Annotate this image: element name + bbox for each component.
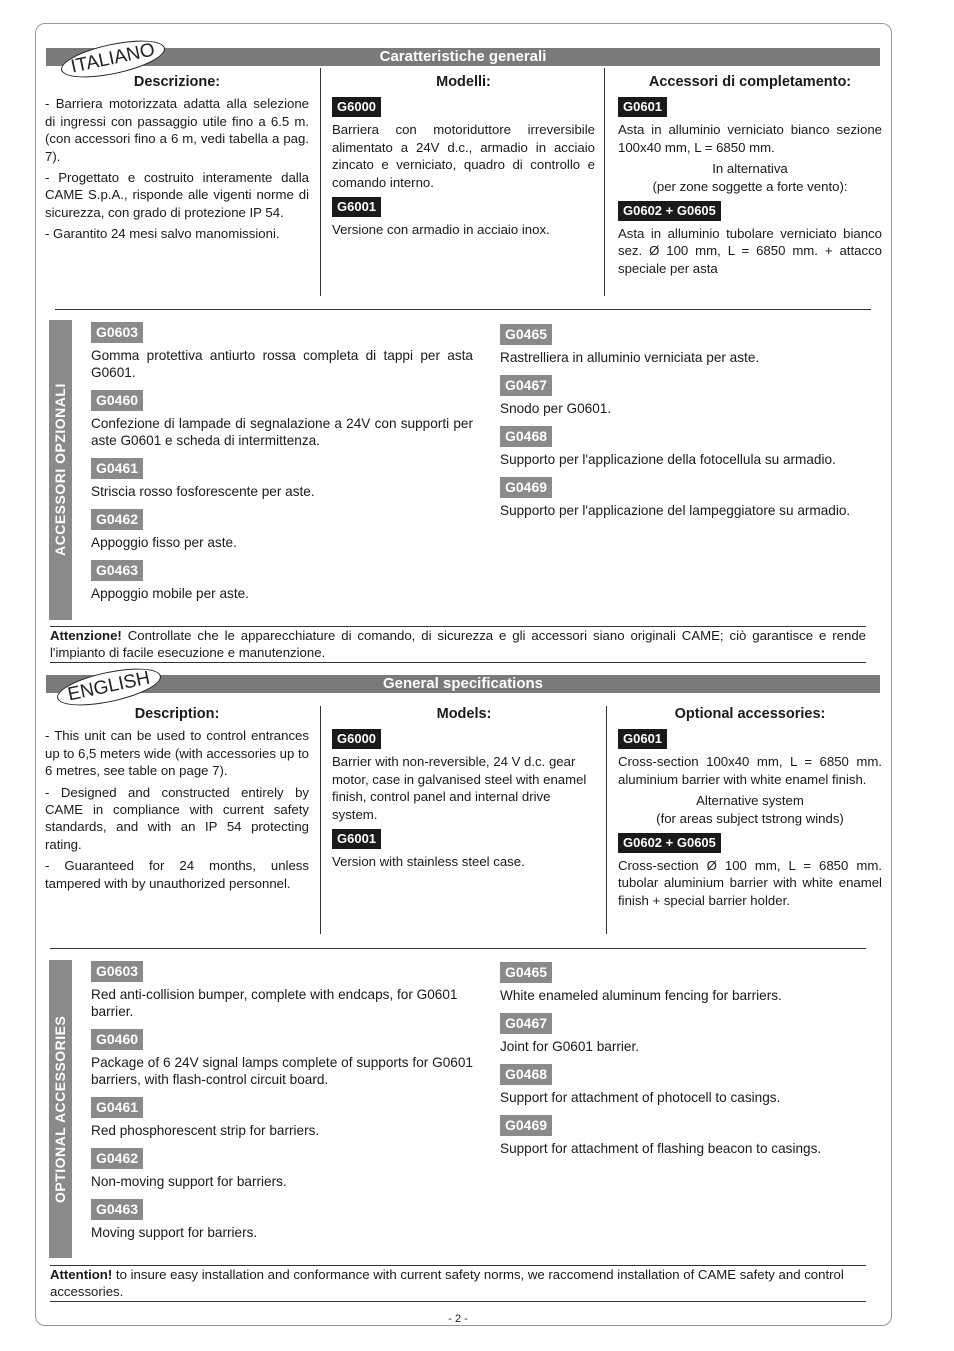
- accessory-code-badge: G0460: [91, 390, 143, 411]
- model-code-badge: G6001: [332, 829, 381, 849]
- models-title: Modelli:: [436, 74, 491, 90]
- accessory-description: Moving support for barriers.: [91, 1225, 258, 1240]
- list-item: [91, 961, 473, 1020]
- accessory-code-badge: G0465: [500, 962, 552, 983]
- accessory-code-badge: G0467: [500, 1013, 552, 1034]
- accessory-description: Asta in alluminio tubolare verniciato bianco sez. Ø 100 mm, L = 6850 mm. + attacco speciale per asta: [618, 226, 882, 276]
- section-title-english: General specifications: [46, 675, 880, 693]
- accessory-code-badge: G0465: [500, 324, 552, 345]
- accessories-column-en: [618, 706, 882, 913]
- optional-accessories-right-it: [500, 324, 875, 528]
- accessory-code-badge: G0602 + G0605: [618, 833, 721, 853]
- list-item: [500, 324, 875, 366]
- accessory-code-badge: G0603: [91, 961, 143, 982]
- list-item: [500, 426, 875, 468]
- accessories-column-it: [618, 74, 882, 281]
- accessory-code-badge: G0601: [618, 97, 667, 117]
- note-divider-bottom: [50, 1301, 866, 1302]
- optional-accessories-left-en: [91, 961, 473, 1250]
- accessory-description: Gomma protettiva antiurto rossa completa di tappi per asta G0601.: [91, 348, 473, 380]
- attention-text: to insure easy installation and conformance with current safety norms, we raccomend installation of CAME safety and control accessories.: [50, 1267, 844, 1300]
- column-divider: [320, 68, 321, 296]
- accessory-description: Striscia rosso fosforescente per aste.: [91, 484, 315, 499]
- description-paragraph: - Garantito 24 mesi salvo manomissioni.: [45, 226, 280, 242]
- language-tag-english: ENGLISH: [54, 661, 164, 712]
- accessory-description: Support for attachment of flashing beacon to casings.: [500, 1141, 822, 1156]
- attention-label: Attenzione!: [50, 628, 122, 643]
- accessory-code-badge: G0467: [500, 375, 552, 396]
- description-paragraph: - This unit can be used to control entrances up to 6,5 meters wide (with accessories up to 6 metres, see table on page 7).: [45, 728, 309, 779]
- accessory-code-badge: G0469: [500, 1115, 552, 1136]
- attention-label: Attention!: [50, 1267, 113, 1282]
- page-number: - 2 -: [430, 1313, 486, 1325]
- list-item: [91, 458, 473, 500]
- optional-accessories-left-it: [91, 322, 473, 611]
- list-item: [500, 1115, 875, 1157]
- optional-accessories-right-en: [500, 962, 875, 1166]
- accessory-description: Supporto per l'applicazione della fotocellula su armadio.: [500, 452, 836, 467]
- accessory-code-badge: G0469: [500, 477, 552, 498]
- list-item: [500, 1013, 875, 1055]
- description-title: Description:: [134, 706, 220, 722]
- list-item: [91, 1199, 473, 1241]
- accessory-description: White enameled aluminum fencing for barriers.: [500, 988, 782, 1003]
- accessory-code-badge: G0468: [500, 426, 552, 447]
- list-item: [91, 560, 473, 602]
- accessory-description: Cross-section Ø 100 mm, L = 6850 mm. tubolar aluminium barrier with white enamel finish + special barrier holder.: [618, 858, 882, 908]
- optional-accessories-label: ACCESSORI OPZIONALI: [52, 383, 68, 557]
- note-divider-bottom: [50, 662, 866, 663]
- accessory-description: Cross-section 100x40 mm, L = 6850 mm. aluminium barrier with white enamel finish.: [618, 754, 882, 787]
- model-description: Versione con armadio in acciaio inox.: [332, 222, 550, 238]
- description-column-it: [45, 74, 309, 247]
- accessory-description: Confezione di lampade di segnalazione a 24V con supporti per aste G0601 e scheda di intermittenza.: [91, 416, 473, 448]
- model-code-badge: G6000: [332, 729, 381, 749]
- alternative-label: In alternativa: [712, 161, 788, 177]
- accessory-description: Red phosphorescent strip for barriers.: [91, 1123, 320, 1138]
- list-item: [500, 477, 875, 519]
- section-divider: [55, 309, 871, 310]
- description-paragraph: - Barriera motorizzata adatta alla selezione di ingressi con passaggio utile fino a 6.5 m. (con accessori fino a 6 m, vedi tabella a pag. 7).: [45, 96, 309, 164]
- list-item: [500, 375, 875, 417]
- column-divider: [320, 706, 321, 934]
- attention-note-en: [50, 1266, 866, 1301]
- section-divider: [50, 948, 866, 949]
- models-column-it: [332, 74, 595, 242]
- accessory-code-badge: G0460: [91, 1029, 143, 1050]
- model-description: Barrier with non-reversible, 24 V d.c. gear motor, case in galvanised steel with enamel finish, control panel and internal drive system.: [332, 754, 587, 822]
- section-title-italiano: Caratteristiche generali: [46, 48, 880, 66]
- accessory-description: Supporto per l'applicazione del lampeggiatore su armadio.: [500, 503, 851, 518]
- accessory-description: Joint for G0601 barrier.: [500, 1039, 640, 1054]
- accessory-code-badge: G0462: [91, 1148, 143, 1169]
- accessory-description: Rastrelliera in alluminio verniciata per aste.: [500, 350, 760, 365]
- accessory-code-badge: G0468: [500, 1064, 552, 1085]
- list-item: [500, 962, 875, 1004]
- model-code-badge: G6000: [332, 97, 381, 117]
- description-paragraph: - Guaranteed for 24 months, unless tampered with by unauthorized personnel.: [45, 858, 309, 891]
- list-item: [91, 1097, 473, 1139]
- accessory-code-badge: G0461: [91, 1097, 143, 1118]
- optional-accessories-label: OPTIONAL ACCESSORIES: [52, 1015, 68, 1203]
- language-tag-italiano: ITALIANO: [58, 33, 168, 84]
- accessories-title: Accessori di completamento:: [648, 74, 852, 90]
- accessories-title: Optional accessories:: [674, 706, 826, 722]
- accessory-code-badge: G0462: [91, 509, 143, 530]
- attention-note-it: [50, 627, 866, 662]
- model-code-badge: G6001: [332, 197, 381, 217]
- description-paragraph: - Progettato e costruito interamente dalla CAME S.p.A., risponde alle vigenti norme di sicurezza, con grado di protezione IP 54.: [45, 170, 309, 220]
- accessory-description: Asta in alluminio verniciato bianco sezione 100x40 mm, L = 6850 mm.: [618, 122, 882, 155]
- list-item: [91, 509, 473, 551]
- accessory-description: Support for attachment of photocell to casings.: [500, 1090, 781, 1105]
- description-title: Descrizione:: [133, 74, 221, 90]
- accessory-code-badge: G0603: [91, 322, 143, 343]
- description-paragraph: - Designed and constructed entirely by CAME in compliance with current safety standards, and with an IP 54 protecting rating.: [45, 784, 309, 852]
- accessory-description: Red anti-collision bumper, complete with endcaps, for G0601 barrier.: [91, 987, 458, 1019]
- attention-text: Controllate che le apparecchiature di comando, di sicurezza e gli accessori siano originali CAME; ciò garantisce e rende l'impianto di facile esecuzione e manutenzione.: [50, 628, 866, 661]
- accessory-description: Snodo per G0601.: [500, 401, 612, 416]
- model-description: Version with stainless steel case.: [332, 854, 525, 870]
- accessory-code-badge: G0461: [91, 458, 143, 479]
- accessory-code-badge: G0463: [91, 560, 143, 581]
- alternative-note: (per zone soggette a forte vento):: [652, 178, 848, 194]
- accessory-code-badge: G0601: [618, 729, 667, 749]
- column-divider: [606, 706, 607, 934]
- column-divider: [604, 68, 605, 296]
- accessory-code-badge: G0602 + G0605: [618, 201, 721, 221]
- accessory-description: Non-moving support for barriers.: [91, 1174, 287, 1189]
- list-item: [91, 1148, 473, 1190]
- list-item: [91, 322, 473, 381]
- list-item: [91, 390, 473, 449]
- accessory-description: Appoggio mobile per aste.: [91, 586, 249, 601]
- accessory-description: Package of 6 24V signal lamps complete of supports for G0601 barriers, with flash-control circuit board.: [91, 1055, 473, 1087]
- model-description: Barriera con motoriduttore irreversibile alimentato a 24V d.c., armadio in acciaio zincato e verniciato, quadro di controllo e comando interno.: [332, 122, 595, 190]
- accessory-code-badge: G0463: [91, 1199, 143, 1220]
- description-column-en: [45, 706, 309, 896]
- list-item: [500, 1064, 875, 1106]
- accessory-description: Appoggio fisso per aste.: [91, 535, 237, 550]
- models-column-en: [332, 706, 596, 874]
- alternative-label: Alternative system: [696, 793, 804, 809]
- alternative-note: (for areas subject tstrong winds): [656, 810, 844, 826]
- models-title: Models:: [436, 706, 492, 722]
- list-item: [91, 1029, 473, 1088]
